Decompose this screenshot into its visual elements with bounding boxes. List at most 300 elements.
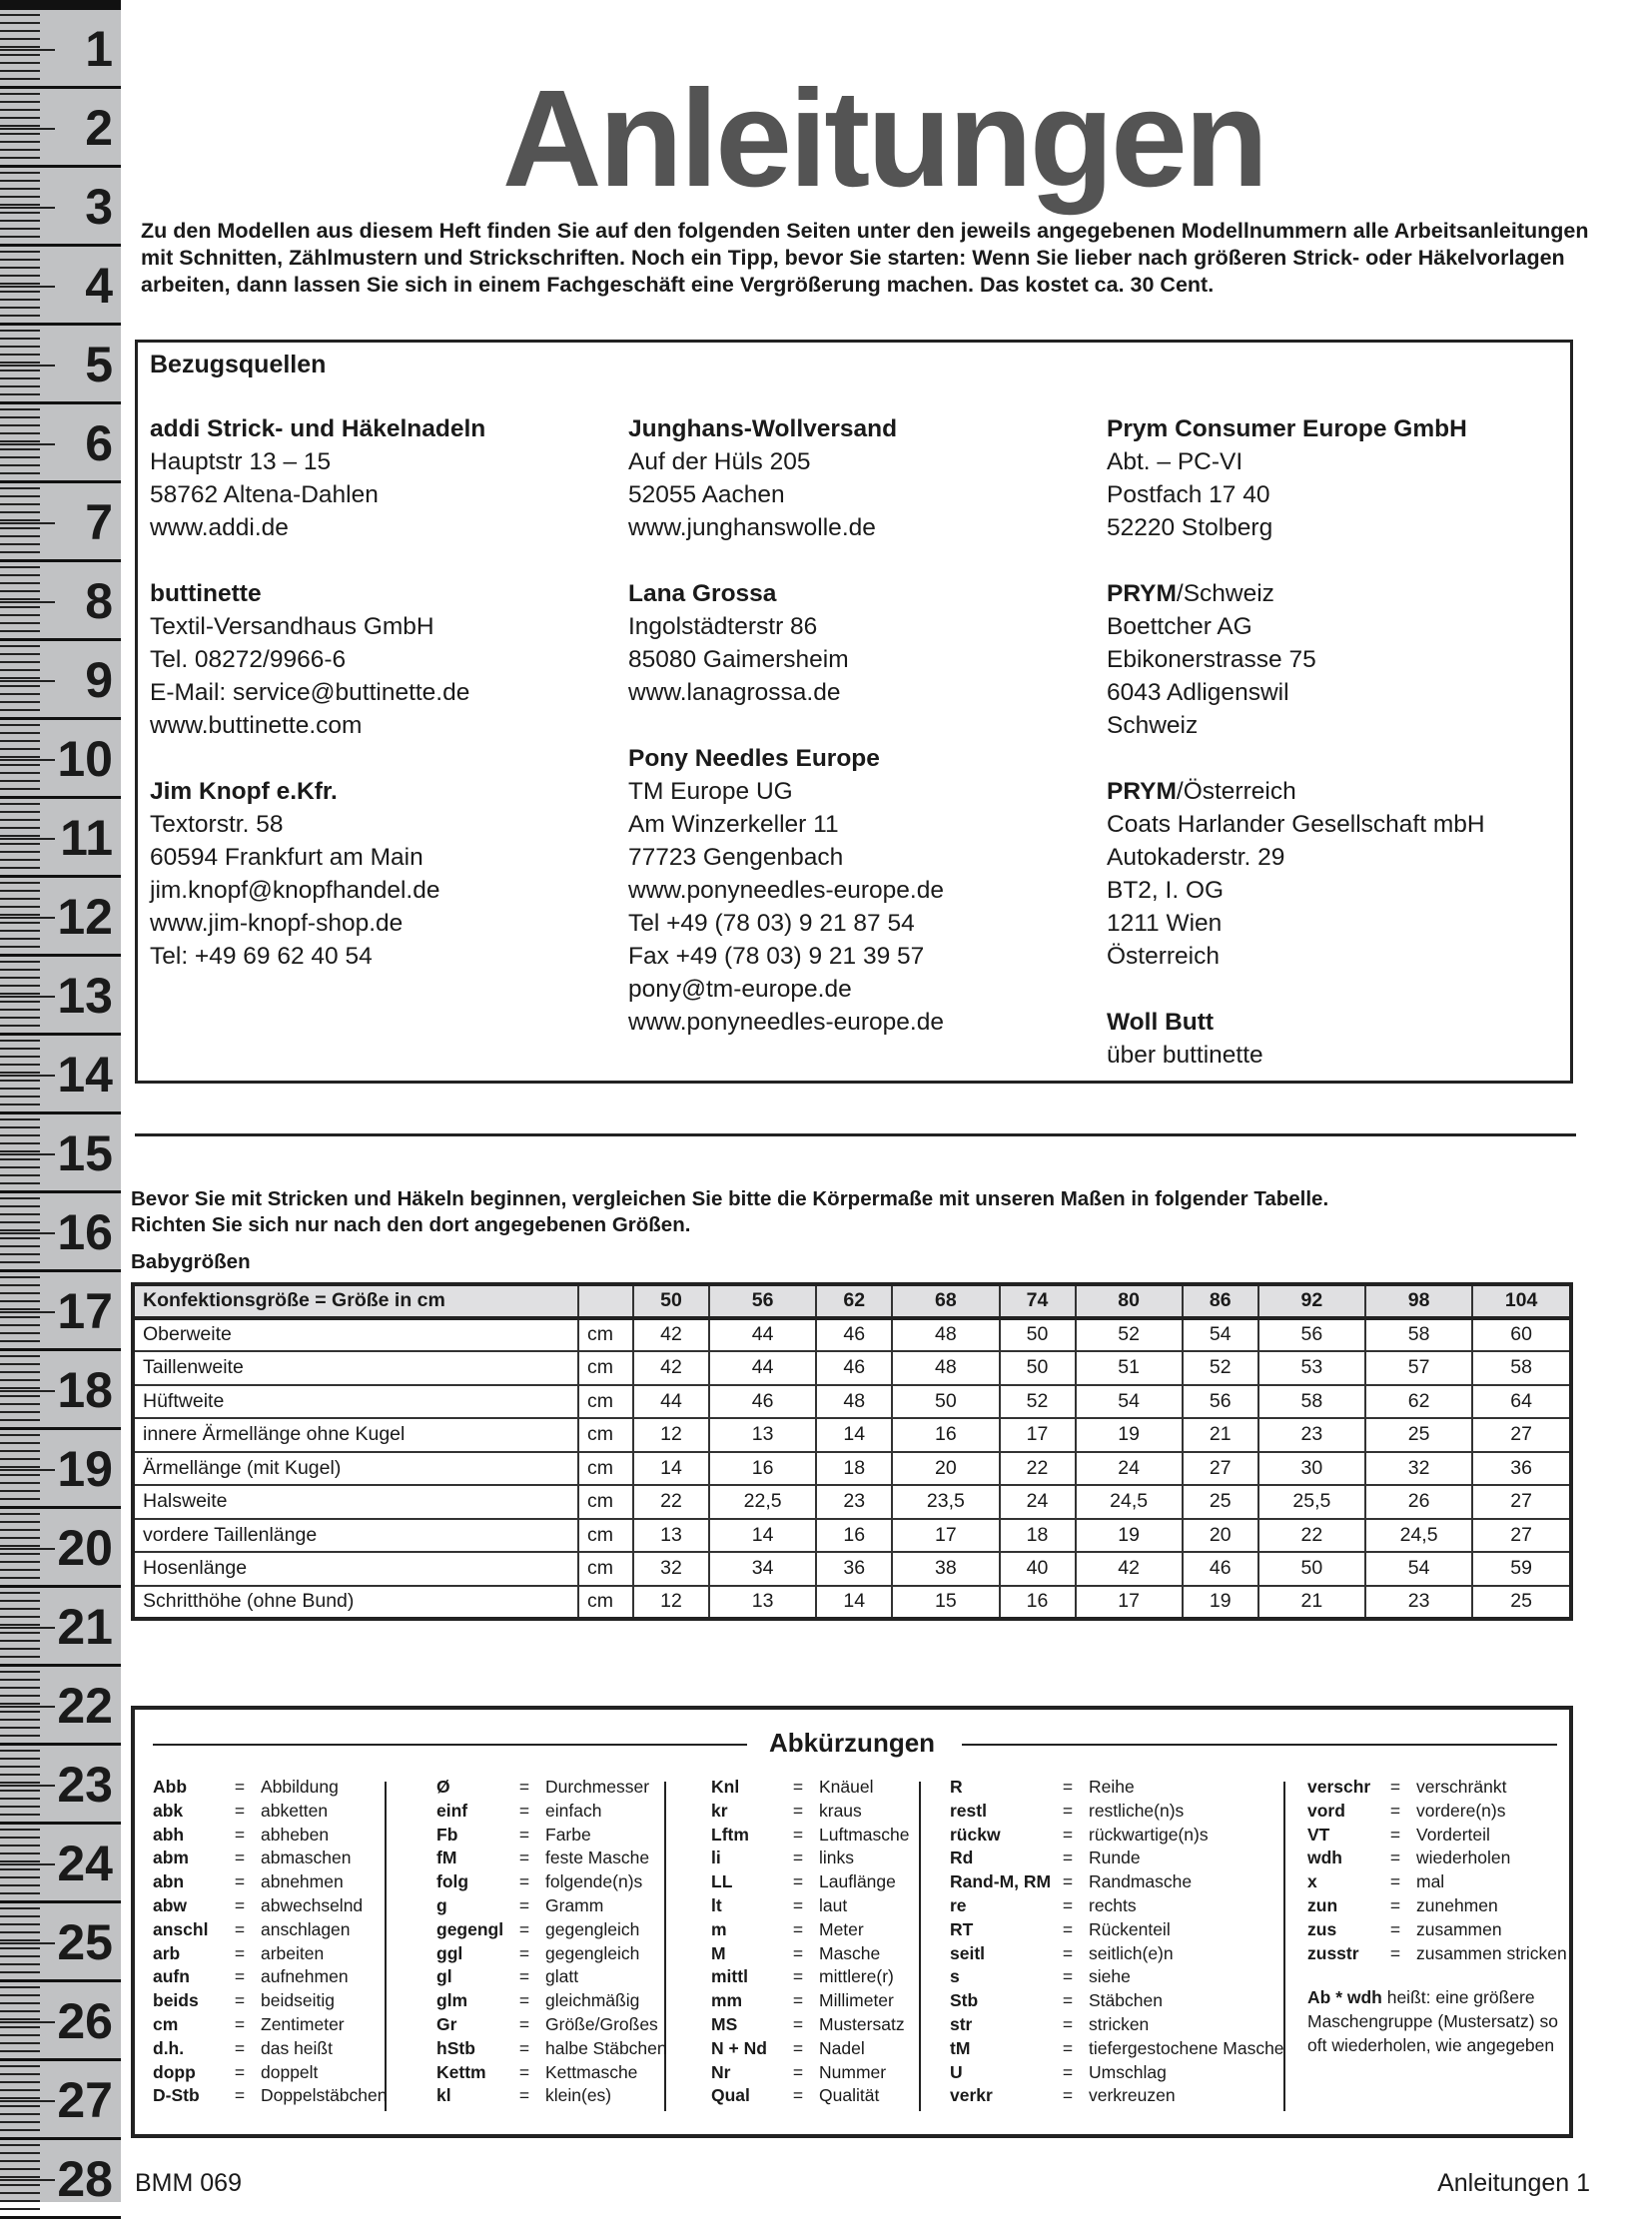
- abbreviation-key: abn: [153, 1871, 185, 1892]
- abbreviation-row: [711, 2084, 909, 2108]
- abbreviation-row: [711, 1824, 909, 1848]
- supplier-line: TM Europe UG: [628, 778, 793, 805]
- abbreviation-row: [153, 1918, 387, 1942]
- equals-sign: =: [792, 1800, 804, 1821]
- row-label: Oberweite: [133, 1318, 578, 1352]
- abbreviation-row: [436, 2013, 667, 2037]
- abbreviation-row: [153, 2084, 387, 2108]
- abbreviation-row: [1307, 1824, 1567, 1848]
- abbreviation-meaning: verschränkt: [1416, 1777, 1507, 1797]
- abbreviation-key: gl: [436, 1966, 452, 1987]
- cell-value: 46: [816, 1318, 892, 1352]
- abbreviation-meaning: Nummer: [819, 2061, 887, 2082]
- equals-sign: =: [518, 1918, 530, 1939]
- cell-value: 36: [1472, 1452, 1571, 1486]
- row-unit: cm: [578, 1519, 633, 1553]
- equals-sign: =: [234, 1894, 246, 1915]
- abbreviation-key: arb: [153, 1942, 181, 1963]
- supplier-line: 52220 Stolberg: [1107, 514, 1273, 541]
- abbreviation-column: [1307, 1776, 1567, 1965]
- equals-sign: =: [518, 2013, 530, 2034]
- abbreviation-row: [711, 1847, 909, 1870]
- row-label: vordere Taillenlänge: [133, 1519, 578, 1553]
- equals-sign: =: [792, 1871, 804, 1892]
- equals-sign: =: [518, 1848, 530, 1868]
- abbreviation-row: [153, 1989, 387, 2013]
- abbreviation-key: kr: [711, 1800, 728, 1821]
- cell-value: 48: [816, 1385, 892, 1419]
- ruler-number: 23: [57, 1757, 113, 1813]
- supplier-line: www.addi.de: [150, 514, 289, 541]
- supplier-line: Auf der Hüls 205: [628, 448, 811, 475]
- cell-value: 52: [1000, 1385, 1076, 1419]
- row-unit: cm: [578, 1351, 633, 1385]
- abbreviation-row: [711, 1776, 909, 1800]
- supplier-line: Hauptstr 13 – 15: [150, 448, 332, 475]
- equals-sign: =: [792, 1894, 804, 1915]
- size-table: [131, 1282, 1573, 1621]
- cell-value: 46: [709, 1385, 816, 1419]
- supplier-line: Postfach 17 40: [1107, 481, 1270, 508]
- abbreviation-row: [950, 1776, 1284, 1800]
- cell-value: 24,5: [1365, 1519, 1472, 1553]
- ruler-segment: [0, 1114, 121, 1193]
- equals-sign: =: [234, 1966, 246, 1987]
- equals-sign: =: [792, 1777, 804, 1797]
- ruler-number: 1: [85, 21, 113, 77]
- cell-value: 23: [1365, 1586, 1472, 1620]
- supplier-name-bold: addi Strick- und Häkelnadeln: [150, 415, 486, 442]
- abbreviation-row: [1307, 1800, 1567, 1824]
- ruler-number: 13: [57, 968, 113, 1024]
- cell-value: 51: [1076, 1351, 1183, 1385]
- ruler-segment: [0, 1193, 121, 1272]
- abbreviation-meaning: Farbe: [545, 1824, 591, 1845]
- ruler-tick-long: [0, 286, 55, 288]
- abbreviation-note: [1307, 1986, 1567, 2057]
- row-label: Hosenlänge: [133, 1552, 578, 1586]
- equals-sign: =: [234, 1871, 246, 1892]
- ruler-tick-long: [0, 680, 55, 682]
- cell-value: 50: [1000, 1351, 1076, 1385]
- cell-value: 64: [1472, 1385, 1571, 1419]
- ruler-segment: [0, 168, 121, 247]
- abbreviation-key: dopp: [153, 2061, 196, 2082]
- abbreviation-key: Gr: [436, 2013, 457, 2034]
- ruler-tick-long: [0, 1075, 55, 1077]
- abbreviation-key: cm: [153, 2013, 179, 2034]
- header-size: 74: [1000, 1284, 1076, 1318]
- row-label: Ärmellänge (mit Kugel): [133, 1452, 578, 1486]
- equals-sign: =: [1062, 1777, 1074, 1797]
- ruler-number: 17: [57, 1283, 113, 1339]
- abbreviation-row: [153, 1894, 387, 1918]
- sources-column: [1107, 412, 1485, 1072]
- cell-value: 25: [1183, 1485, 1258, 1519]
- abbreviation-meaning: siehe: [1089, 1966, 1131, 1987]
- abbreviation-meaning: Meter: [819, 1918, 864, 1939]
- abbreviation-meaning: Luftmasche: [819, 1824, 910, 1845]
- equals-sign: =: [792, 2061, 804, 2082]
- abbreviation-key: verschr: [1307, 1777, 1371, 1797]
- cell-value: 42: [633, 1318, 709, 1352]
- supplier-line: 85080 Gaimersheim: [628, 646, 849, 673]
- ruler-number: 28: [57, 2151, 113, 2207]
- ruler-segment: [0, 1430, 121, 1509]
- cell-value: 27: [1472, 1519, 1571, 1553]
- abbreviation-key: glm: [436, 1990, 468, 2011]
- equals-sign: =: [1389, 1918, 1401, 1939]
- supplier-name-bold: PRYM: [1107, 778, 1177, 805]
- abbreviation-key: str: [950, 2013, 973, 2034]
- supplier-name: [150, 775, 485, 808]
- abbreviation-meaning: mal: [1416, 1871, 1445, 1892]
- ruler-number: 3: [85, 179, 113, 235]
- equals-sign: =: [234, 2085, 246, 2106]
- cell-value: 58: [1258, 1385, 1365, 1419]
- supplier-line: Ingolstädterstr 86: [628, 613, 818, 640]
- abbreviation-meaning: Lauflänge: [819, 1871, 896, 1892]
- ruler-number: 22: [57, 1678, 113, 1734]
- abbreviation-row: [436, 2037, 667, 2061]
- cell-value: 17: [1076, 1586, 1183, 1620]
- abbreviation-column: [950, 1776, 1284, 2108]
- supplier-name-bold: Lana Grossa: [628, 580, 777, 607]
- abbreviation-row: [153, 1776, 387, 1800]
- ruler-segment: [0, 1588, 121, 1667]
- cell-value: 22: [633, 1485, 709, 1519]
- abbreviation-key: R: [950, 1777, 963, 1797]
- cell-value: 46: [816, 1351, 892, 1385]
- equals-sign: =: [518, 1990, 530, 2011]
- cell-value: 21: [1183, 1418, 1258, 1452]
- cell-value: 48: [892, 1318, 999, 1352]
- abbreviation-meaning: Runde: [1089, 1848, 1141, 1868]
- abbreviation-key: fM: [436, 1848, 457, 1868]
- equals-sign: =: [1389, 1777, 1401, 1797]
- table-row: [133, 1418, 1571, 1452]
- supplier-name: [1107, 775, 1485, 808]
- abbreviation-key: zusstr: [1307, 1942, 1359, 1963]
- equals-sign: =: [792, 1990, 804, 2011]
- equals-sign: =: [1062, 2061, 1074, 2082]
- abbreviation-row: [153, 1942, 387, 1966]
- abbreviation-meaning: das heißt: [261, 2037, 333, 2058]
- sources-box: [135, 340, 1573, 1084]
- ruler-tick-long: [0, 1153, 55, 1155]
- ruler-tick-long: [0, 1232, 55, 1234]
- table-row: [133, 1586, 1571, 1620]
- abbreviation-key: M: [711, 1942, 726, 1963]
- row-unit: cm: [578, 1418, 633, 1452]
- abbreviation-row: [950, 2013, 1284, 2037]
- equals-sign: =: [792, 1918, 804, 1939]
- supplier-name-suffix: /Österreich: [1176, 778, 1296, 805]
- abbreviation-row: [711, 1918, 909, 1942]
- cell-value: 23,5: [892, 1485, 999, 1519]
- supplier-line: www.junghanswolle.de: [628, 514, 876, 541]
- abbreviation-meaning: gegengleich: [545, 1918, 640, 1939]
- equals-sign: =: [1062, 2013, 1074, 2034]
- ruler-segment: [0, 247, 121, 326]
- abbreviation-row: [711, 2013, 909, 2037]
- cell-value: 24: [1000, 1485, 1076, 1519]
- abbreviation-meaning: gleichmäßig: [545, 1990, 640, 2011]
- abbreviation-row: [950, 1918, 1284, 1942]
- abbreviation-meaning: links: [819, 1848, 855, 1868]
- supplier-name-bold: PRYM: [1107, 580, 1177, 607]
- abbreviations-box: [131, 1706, 1573, 2138]
- abbreviation-row: [436, 1942, 667, 1966]
- abbreviation-key: mittl: [711, 1966, 748, 1987]
- table-row: [133, 1318, 1571, 1352]
- supplier-line: www.buttinette.com: [150, 712, 363, 739]
- abbreviation-row: [436, 1824, 667, 1848]
- abbreviation-meaning: abmaschen: [261, 1848, 352, 1868]
- row-unit: cm: [578, 1552, 633, 1586]
- cell-value: 25,5: [1258, 1485, 1365, 1519]
- supplier-name-bold: Pony Needles Europe: [628, 745, 880, 772]
- supplier-line: www.lanagrossa.de: [628, 679, 841, 706]
- abbreviation-row: [1307, 1942, 1567, 1966]
- equals-sign: =: [518, 1824, 530, 1845]
- equals-sign: =: [518, 2085, 530, 2106]
- supplier-name-suffix: /Schweiz: [1176, 580, 1274, 607]
- cell-value: 17: [892, 1519, 999, 1553]
- abbreviation-key: LL: [711, 1871, 733, 1892]
- abbreviation-meaning: arbeiten: [261, 1942, 325, 1963]
- supplier-name: [1107, 412, 1485, 445]
- row-unit: cm: [578, 1318, 633, 1352]
- abbreviation-row: [436, 1870, 667, 1894]
- equals-sign: =: [234, 1848, 246, 1868]
- abbreviation-row: [950, 1847, 1284, 1870]
- table-title: Babygrößen: [131, 1250, 251, 1273]
- abbreviation-meaning: zusammen: [1416, 1918, 1502, 1939]
- page-title: Anleitungen: [501, 62, 1266, 216]
- equals-sign: =: [1062, 1942, 1074, 1963]
- divider: [135, 1133, 1576, 1136]
- ruler-tick-long: [0, 996, 55, 998]
- table-row: [133, 1552, 1571, 1586]
- ruler-tick-long: [0, 522, 55, 524]
- abbreviation-key: seitl: [950, 1942, 986, 1963]
- abbreviation-meaning: Durchmesser: [545, 1777, 650, 1797]
- abbreviation-row: [436, 1776, 667, 1800]
- abbreviation-row: [950, 1824, 1284, 1848]
- supplier-name: [628, 742, 944, 775]
- abbreviation-key: D-Stb: [153, 2085, 200, 2106]
- abbreviation-key: Stb: [950, 1990, 979, 2011]
- ruler-segment: [0, 720, 121, 799]
- abbreviation-key: U: [950, 2061, 963, 2082]
- cell-value: 46: [1183, 1552, 1258, 1586]
- abbreviation-row: [153, 2061, 387, 2085]
- cell-value: 22: [1000, 1452, 1076, 1486]
- equals-sign: =: [1389, 1942, 1401, 1963]
- header-size: 68: [892, 1284, 999, 1318]
- equals-sign: =: [1389, 1871, 1401, 1892]
- ruler-number: 6: [85, 415, 113, 471]
- abbreviation-meaning: abheben: [261, 1824, 330, 1845]
- ruler-segment: [0, 1036, 121, 1114]
- abbreviation-key: verkr: [950, 2085, 993, 2106]
- abbreviation-key: wdh: [1307, 1848, 1342, 1868]
- cell-value: 18: [1000, 1519, 1076, 1553]
- cell-value: 59: [1472, 1552, 1571, 1586]
- abbreviation-row: [950, 1800, 1284, 1824]
- ruler-number: 21: [57, 1599, 113, 1655]
- spacer: [150, 544, 485, 577]
- abbreviation-meaning: rückwartige(n)s: [1089, 1824, 1209, 1845]
- supplier-line: www.jim-knopf-shop.de: [150, 910, 404, 937]
- abbreviation-meaning: abnehmen: [261, 1871, 344, 1892]
- supplier-line: 1211 Wien: [1107, 910, 1223, 937]
- header-size: 98: [1365, 1284, 1472, 1318]
- abbreviation-row: [436, 1894, 667, 1918]
- cell-value: 44: [633, 1385, 709, 1419]
- ruler-number: 18: [57, 1362, 113, 1418]
- instructions-text: [131, 1186, 1328, 1238]
- abbreviation-meaning: wiederholen: [1416, 1848, 1511, 1868]
- abbreviation-meaning: aufnehmen: [261, 1966, 349, 1987]
- ruler-segment: [0, 878, 121, 957]
- abbreviation-row: [1307, 1776, 1567, 1800]
- supplier-name: [150, 412, 485, 445]
- ruler-tick-long: [0, 49, 55, 51]
- supplier-line: Boettcher AG: [1107, 613, 1252, 640]
- cell-value: 62: [1365, 1385, 1472, 1419]
- cell-value: 14: [709, 1519, 816, 1553]
- supplier-name-bold: buttinette: [150, 580, 262, 607]
- abbreviation-key: d.h.: [153, 2037, 185, 2058]
- abbreviation-key: Abb: [153, 1777, 188, 1797]
- equals-sign: =: [1062, 2037, 1074, 2058]
- equals-sign: =: [234, 1942, 246, 1963]
- header-size: 50: [633, 1284, 709, 1318]
- equals-sign: =: [234, 2061, 246, 2082]
- cell-value: 44: [709, 1318, 816, 1352]
- spacer: [1107, 973, 1485, 1006]
- abbreviation-key: gegengl: [436, 1918, 504, 1939]
- abbreviation-key: kl: [436, 2085, 451, 2106]
- abbreviation-row: [153, 2037, 387, 2061]
- abbreviation-key: abm: [153, 1848, 189, 1868]
- cell-value: 52: [1183, 1351, 1258, 1385]
- abbreviation-meaning: vordere(n)s: [1416, 1800, 1506, 1821]
- equals-sign: =: [234, 1990, 246, 2011]
- cell-value: 14: [633, 1452, 709, 1486]
- abbreviation-row: [1307, 1847, 1567, 1870]
- ruler-tick-long: [0, 1863, 55, 1865]
- header-size: 86: [1183, 1284, 1258, 1318]
- ruler-tick-long: [0, 207, 55, 209]
- abbreviation-meaning: feste Masche: [545, 1848, 650, 1868]
- ruler: [0, 0, 121, 2207]
- row-label: Schritthöhe (ohne Bund): [133, 1586, 578, 1620]
- abbreviation-row: [950, 1965, 1284, 1989]
- ruler-number: 26: [57, 1993, 113, 2049]
- ruler-tick-long: [0, 1706, 55, 1708]
- equals-sign: =: [518, 1966, 530, 1987]
- cell-value: 32: [633, 1552, 709, 1586]
- cell-value: 58: [1365, 1318, 1472, 1352]
- ruler-number: 15: [57, 1125, 113, 1181]
- cell-value: 50: [892, 1385, 999, 1419]
- abbreviation-key: mm: [711, 1990, 743, 2011]
- table-row: [133, 1519, 1571, 1553]
- spacer: [1107, 544, 1485, 577]
- abbreviation-key: s: [950, 1966, 960, 1987]
- supplier-line: Fax +49 (78 03) 9 21 39 57: [628, 943, 925, 970]
- ruler-segment: [0, 326, 121, 404]
- equals-sign: =: [518, 1894, 530, 1915]
- cell-value: 58: [1472, 1351, 1571, 1385]
- cell-value: 25: [1365, 1418, 1472, 1452]
- equals-sign: =: [1389, 1800, 1401, 1821]
- equals-sign: =: [1062, 1894, 1074, 1915]
- cell-value: 14: [816, 1418, 892, 1452]
- equals-sign: =: [792, 2013, 804, 2034]
- supplier-line: www.ponyneedles-europe.de: [628, 1009, 944, 1036]
- ruler-segment: [0, 483, 121, 562]
- supplier-line: Tel. 08272/9966-6: [150, 646, 347, 673]
- abbreviation-row: [153, 1847, 387, 1870]
- header-size: 62: [816, 1284, 892, 1318]
- equals-sign: =: [1389, 1848, 1401, 1868]
- cell-value: 19: [1183, 1586, 1258, 1620]
- supplier-line: Tel: +49 69 62 40 54: [150, 943, 373, 970]
- cell-value: 12: [633, 1418, 709, 1452]
- abbreviation-meaning: Zentimeter: [261, 2013, 345, 2034]
- table-row: [133, 1452, 1571, 1486]
- abbreviation-key: N + Nd: [711, 2037, 767, 2058]
- cell-value: 16: [1000, 1586, 1076, 1620]
- row-label: Taillenweite: [133, 1351, 578, 1385]
- abbreviation-meaning: kraus: [819, 1800, 862, 1821]
- supplier-line: Tel +49 (78 03) 9 21 87 54: [628, 910, 915, 937]
- equals-sign: =: [1062, 1824, 1074, 1845]
- abbreviation-meaning: Rückenteil: [1089, 1918, 1171, 1939]
- equals-sign: =: [1062, 1990, 1074, 2011]
- abbreviation-meaning: anschlagen: [261, 1918, 351, 1939]
- footer-page: Anleitungen 1: [1437, 2169, 1590, 2197]
- abbreviation-key: Rd: [950, 1848, 974, 1868]
- ruler-segment: [0, 2140, 121, 2219]
- ruler-tick-long: [0, 1942, 55, 1944]
- cell-value: 19: [1076, 1418, 1183, 1452]
- ruler-segment: [0, 957, 121, 1036]
- ruler-tick-long: [0, 1785, 55, 1787]
- abbreviation-key: beids: [153, 1990, 199, 2011]
- supplier-line: Am Winzerkeller 11: [628, 811, 839, 838]
- abbreviation-key: lt: [711, 1894, 722, 1915]
- abbreviation-meaning: Masche: [819, 1942, 881, 1963]
- ruler-tick-long: [0, 1469, 55, 1471]
- ruler-segment: [0, 1746, 121, 1825]
- abbreviation-meaning: klein(es): [545, 2085, 612, 2106]
- abbreviation-key: abh: [153, 1824, 185, 1845]
- supplier-name-bold: Woll Butt: [1107, 1009, 1215, 1036]
- cell-value: 27: [1472, 1485, 1571, 1519]
- ruler-tick-long: [0, 601, 55, 603]
- equals-sign: =: [518, 2037, 530, 2058]
- supplier-name: [628, 412, 944, 445]
- ruler-tick-long: [0, 759, 55, 761]
- abbreviation-meaning: Größe/Großes: [545, 2013, 658, 2034]
- sources-column: [150, 412, 485, 973]
- ruler-number: 27: [57, 2072, 113, 2128]
